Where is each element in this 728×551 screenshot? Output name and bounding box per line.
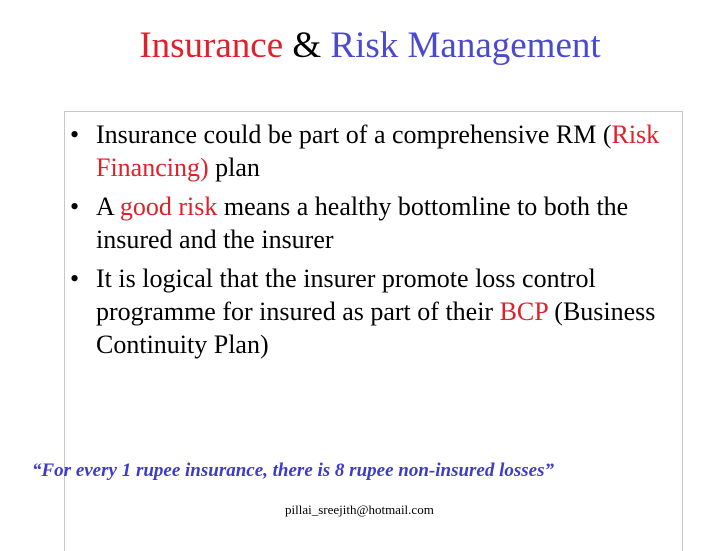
bullet-text: A — [96, 192, 120, 221]
title-part-insurance: Insurance — [139, 25, 284, 66]
bullet-item — [58, 118, 678, 184]
bullet-text: (Business Continuity Plan) — [96, 297, 656, 359]
bullet-highlight: BCP — [499, 297, 548, 326]
title-part-risk-management: Risk Management — [330, 25, 601, 66]
bullet-item — [58, 190, 678, 256]
bullet-list — [58, 118, 678, 367]
title-ampersand: & — [292, 25, 322, 66]
bullet-text: Insurance could be part of a comprehensive RM ( — [96, 120, 612, 149]
footer-email: pillai_sreejith@hotmail.com — [285, 502, 434, 517]
bullet-item — [58, 262, 678, 361]
quote-text: “For every 1 rupee insurance, there is 8 rupee non-insured losses” — [32, 460, 554, 481]
bullet-highlight: good risk — [119, 192, 218, 221]
bullet-text: It is logical that the insurer promote loss control programme for insured as part of their — [96, 264, 596, 326]
bullet-text: means a healthy bottomline to both the insured and the insurer — [96, 192, 629, 254]
slide-title — [0, 20, 728, 72]
bullet-highlight: Risk Financing) — [96, 120, 660, 182]
bullet-text: plan — [208, 153, 260, 182]
